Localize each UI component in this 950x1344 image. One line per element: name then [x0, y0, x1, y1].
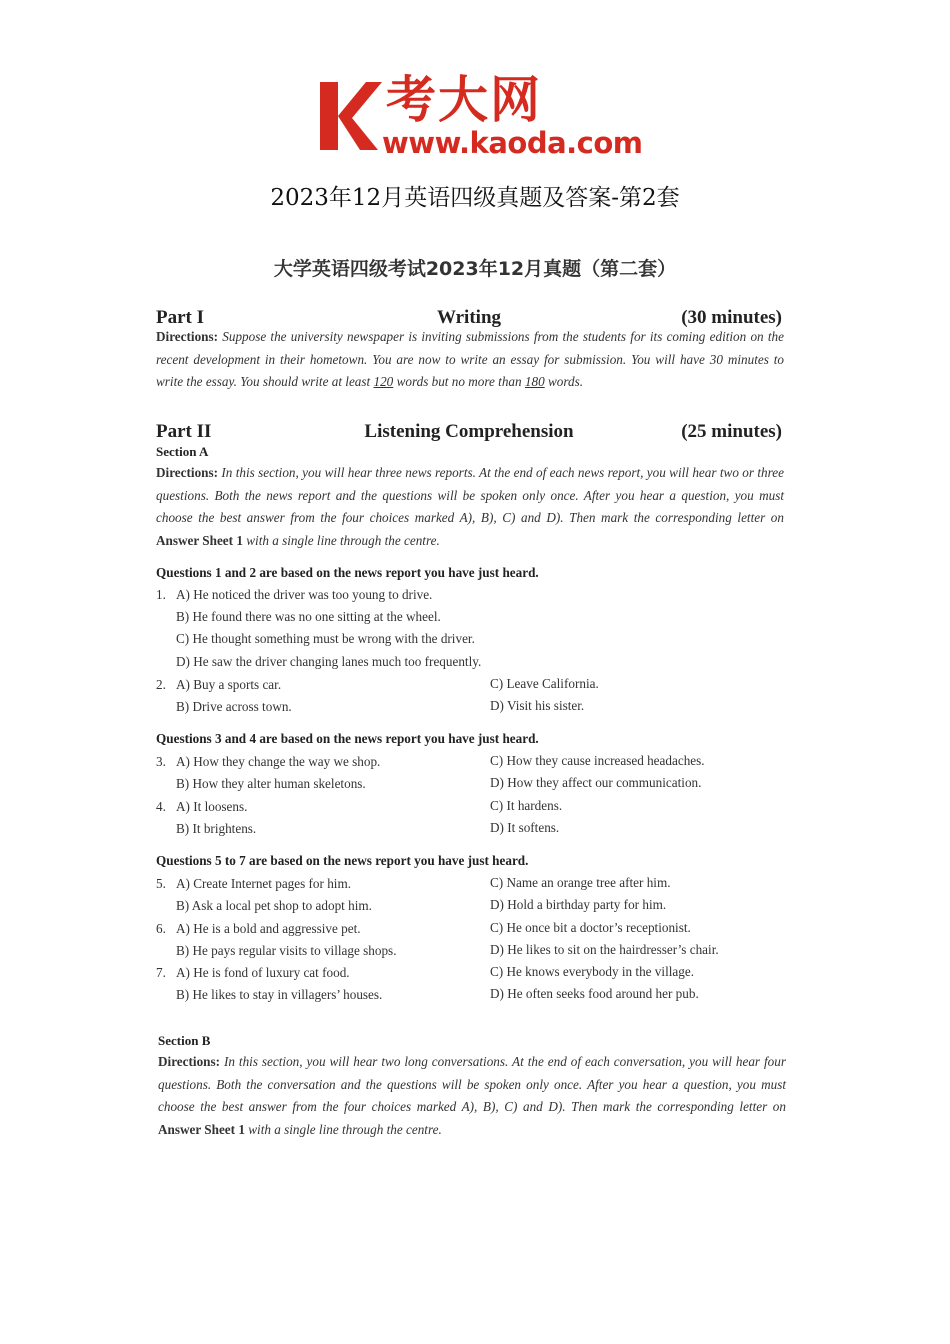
part1-title: Writing: [436, 307, 502, 328]
directions-text: with a single line through the centre.: [242, 532, 440, 548]
option-d: D) Visit his sister.: [490, 698, 585, 713]
option-d: D) How they affect our communication.: [490, 775, 702, 790]
option-c: C) Name an orange tree after him.: [490, 875, 671, 890]
k-logo-icon: [316, 76, 382, 156]
directions-text: with a single line through the centre.: [244, 1121, 442, 1137]
option-c: C) How they cause increased headaches.: [490, 753, 705, 768]
question-number: 1.: [156, 587, 166, 602]
directions-label: Directions:: [156, 465, 219, 480]
min-words: 120: [373, 374, 394, 389]
question-number: 7.: [156, 965, 166, 980]
section-a-directions: [156, 462, 784, 552]
option-d: D) He likes to sit on the hairdresser’s chair.: [490, 942, 719, 957]
option-b: B) He likes to stay in villagers’ houses.: [176, 987, 383, 1002]
option-d: D) Hold a birthday party for him.: [490, 897, 667, 912]
directions-label: Directions:: [158, 1054, 221, 1069]
option-b: B) It brightens.: [176, 821, 257, 836]
directions-text: Suppose the university newspaper is inviting submissions from the students for its coming edition on the recent development in their hometown. You are now to write an essay for submission. You will have 30 minutes to write the essay. You should write at least: [156, 329, 784, 389]
option-b: B) Drive across town.: [176, 699, 292, 714]
option-c: C) He once bit a doctor’s receptionist.: [490, 920, 691, 935]
option-a: A) He is a bold and aggressive pet.: [176, 921, 361, 936]
option-b: B) Ask a local pet shop to adopt him.: [176, 898, 372, 913]
directions-text: words but no more than: [393, 374, 525, 389]
part1-directions: [156, 326, 784, 394]
part2-title: Listening Comprehension: [364, 421, 574, 442]
option-c: C) Leave California.: [490, 676, 599, 691]
directions-text: In this section, you will hear three news reports. At the end of each news report, you will hear two or three questions. Both the news report and the questions will be spoken only once. After you hear a question, you must choose the best answer from the four choices marked A), B), C) and D). Then mark the corresponding letter on: [156, 465, 784, 525]
part2-header: [156, 420, 782, 444]
max-words: 180: [524, 374, 545, 389]
question-number: 3.: [156, 754, 166, 769]
option-a: A) He is fond of luxury cat food.: [176, 965, 350, 980]
kaoda-logo: [316, 72, 646, 162]
option-b: B) He found there was no one sitting at the wheel.: [176, 609, 441, 624]
question-group-header: Questions 3 and 4 are based on the news report you have just heard.: [156, 731, 539, 746]
option-a: A) He noticed the driver was too young to drive.: [176, 587, 433, 602]
option-d: D) He saw the driver changing lanes much too frequently.: [176, 654, 482, 669]
answer-sheet-ref: Answer Sheet 1: [156, 532, 243, 548]
part2-minutes: (25 minutes): [681, 421, 782, 442]
directions-text: In this section, you will hear two long conversations. At the end of each conversation, you will hear four questions. Both the conversation and the questions will be spoken only once. After you hear a question, you must choose the best answer from the four choices marked A), B), C) and D). Then mark the corresponding letter on: [158, 1054, 786, 1114]
option-d: D) He often seeks food around her pub.: [490, 986, 699, 1001]
part2-number: Part II: [156, 421, 212, 442]
exam-title: 大学英语四级考试2023年12月真题（第二套）: [273, 258, 677, 280]
part1-number: Part I: [156, 307, 205, 328]
option-a: A) It loosens.: [176, 799, 248, 814]
directions-label: Directions:: [156, 329, 219, 344]
option-c: C) He knows everybody in the village.: [490, 964, 694, 979]
section-a-label: Section A: [156, 444, 209, 459]
part1-minutes: (30 minutes): [681, 307, 782, 328]
question-number: 4.: [156, 799, 166, 814]
question-number: 6.: [156, 921, 166, 936]
logo-url-text: www.kaoda.com: [382, 126, 643, 160]
option-a: A) Create Internet pages for him.: [176, 876, 352, 891]
option-a: A) Buy a sports car.: [176, 677, 282, 692]
question-number: 2.: [156, 677, 166, 692]
answer-sheet-ref: Answer Sheet 1: [158, 1121, 245, 1137]
logo-chinese-text: 考大网: [386, 71, 542, 129]
section-b-label: Section B: [158, 1033, 211, 1048]
option-c: C) It hardens.: [490, 798, 563, 813]
option-b: B) How they alter human skeletons.: [176, 776, 366, 791]
option-c: C) He thought something must be wrong with the driver.: [176, 631, 475, 646]
option-b: B) He pays regular visits to village shops.: [176, 943, 397, 958]
option-d: D) It softens.: [490, 820, 560, 835]
document-title: 2023年12月英语四级真题及答案-第2套: [270, 185, 680, 211]
question-number: 5.: [156, 876, 166, 891]
option-a: A) How they change the way we shop.: [176, 754, 381, 769]
section-b-directions: [158, 1051, 786, 1141]
question-group-header: Questions 1 and 2 are based on the news report you have just heard.: [156, 565, 539, 580]
question-group-header: Questions 5 to 7 are based on the news report you have just heard.: [156, 853, 529, 868]
directions-text: words.: [544, 374, 584, 389]
